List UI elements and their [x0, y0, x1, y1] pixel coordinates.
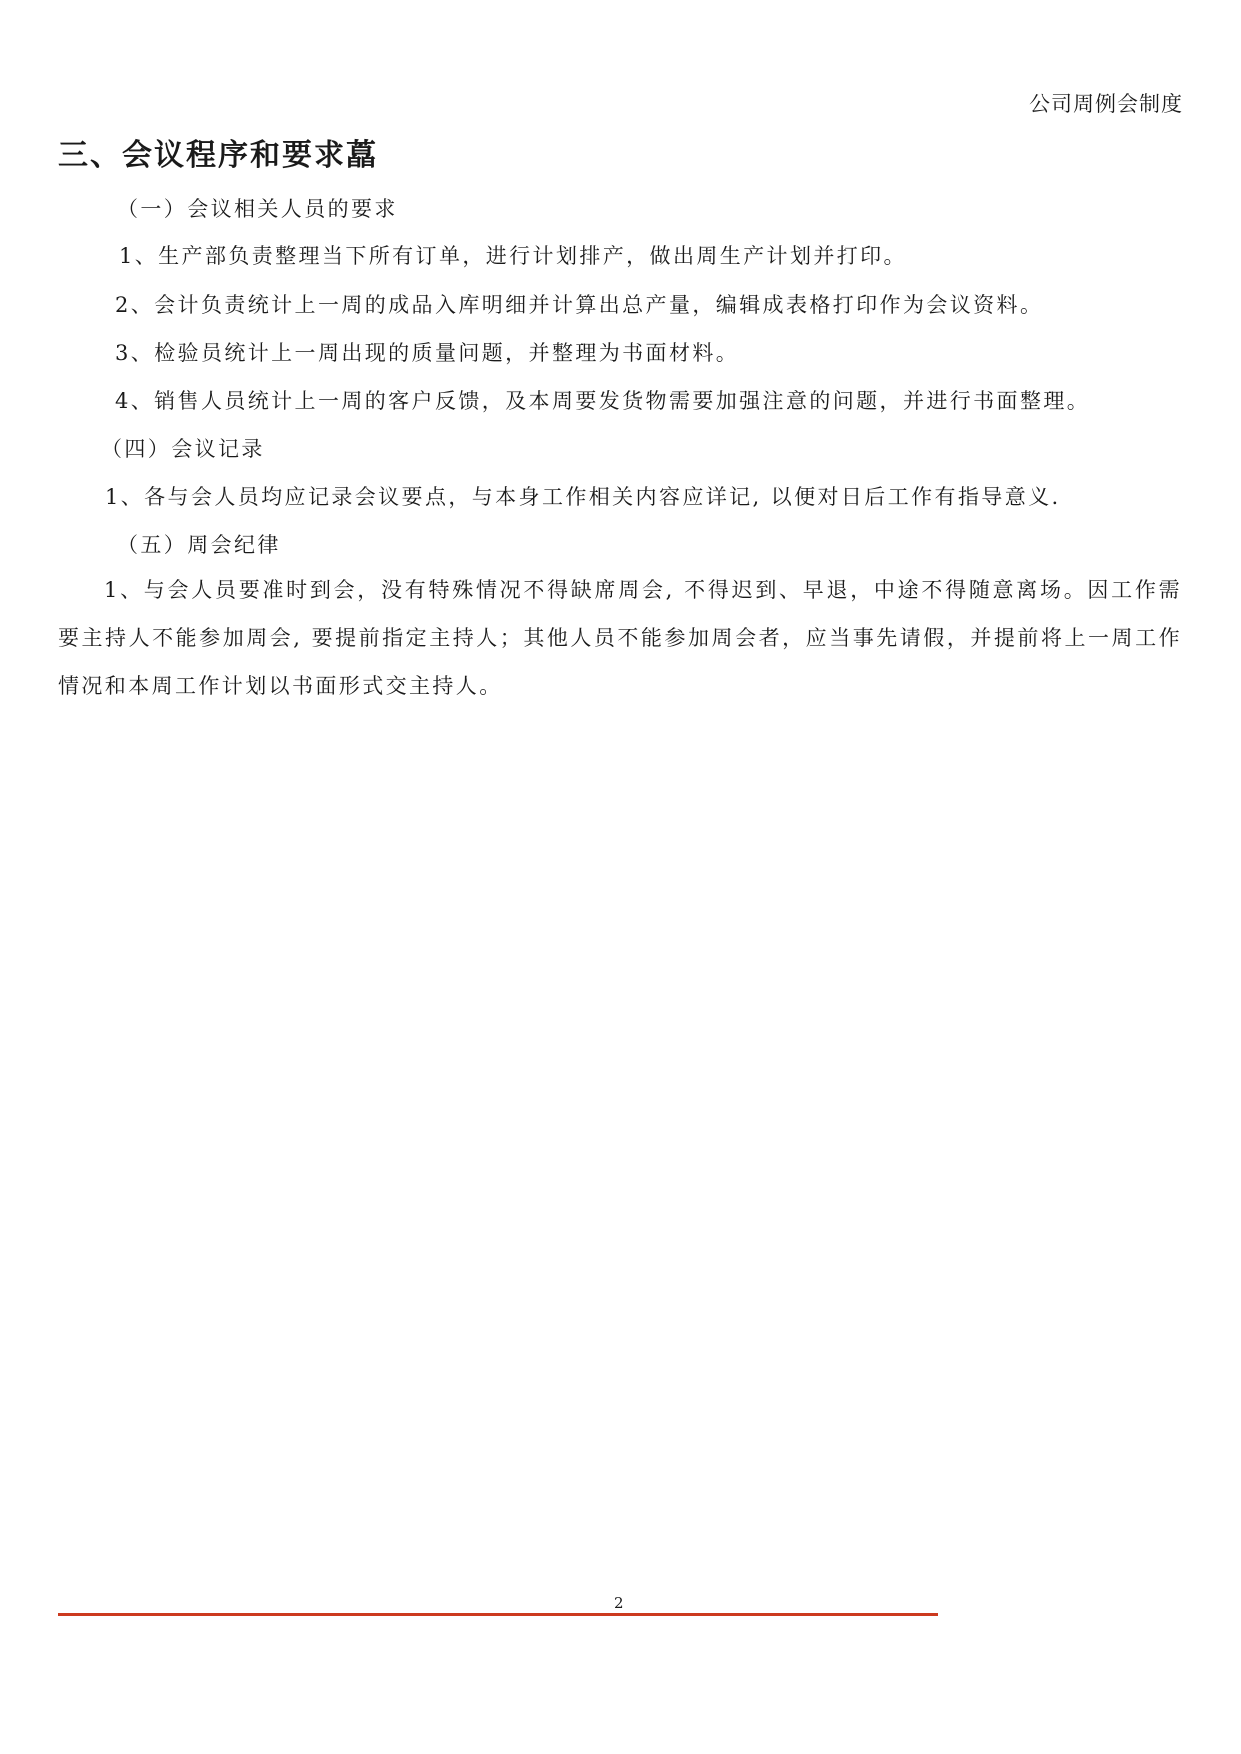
list-item: 2、会计负责统计上一周的成品入库明细并计算出总产量，编辑成表格打印作为会议资料。 — [115, 293, 1044, 317]
list-item: 1、各与会人员均应记录会议要点，与本身工作相关内容应详记, 以便对日后工作有指导意义. — [105, 485, 1061, 509]
discipline-paragraph: 1、与会人员要准时到会，没有特殊情况不得缺席周会, 不得迟到、早退，中途不得随意离场。因工作需要主持人不能参加周会, 要提前指定主持人；其他人员不能参加周会者，应当事先请假，并提前将上一周工作情况和本周工作计划以书面形式交主持人。 — [58, 578, 1182, 698]
section-heading: 三、会议程序和要求藠 — [58, 138, 378, 173]
list-item: 3、检验员统计上一周出现的质量问题，并整理为书面材料。 — [115, 341, 740, 365]
footer-rule — [58, 1613, 938, 1616]
list-item: 1、生产部负责整理当下所有订单，进行计划排产，做出周生产计划并打印。 — [119, 244, 907, 268]
list-item: 4、销售人员统计上一周的客户反馈，及本周要发货物需要加强注意的问题，并进行书面整理。 — [115, 389, 1091, 413]
page-number: 2 — [614, 1594, 624, 1612]
subsection-title-requirements: （一）会议相关人员的要求 — [117, 197, 398, 221]
subsection-title-discipline: （五）周会纪律 — [117, 533, 281, 557]
header-title: 公司周例会制度 — [1029, 92, 1183, 116]
subsection-title-records: （四）会议记录 — [101, 437, 265, 461]
